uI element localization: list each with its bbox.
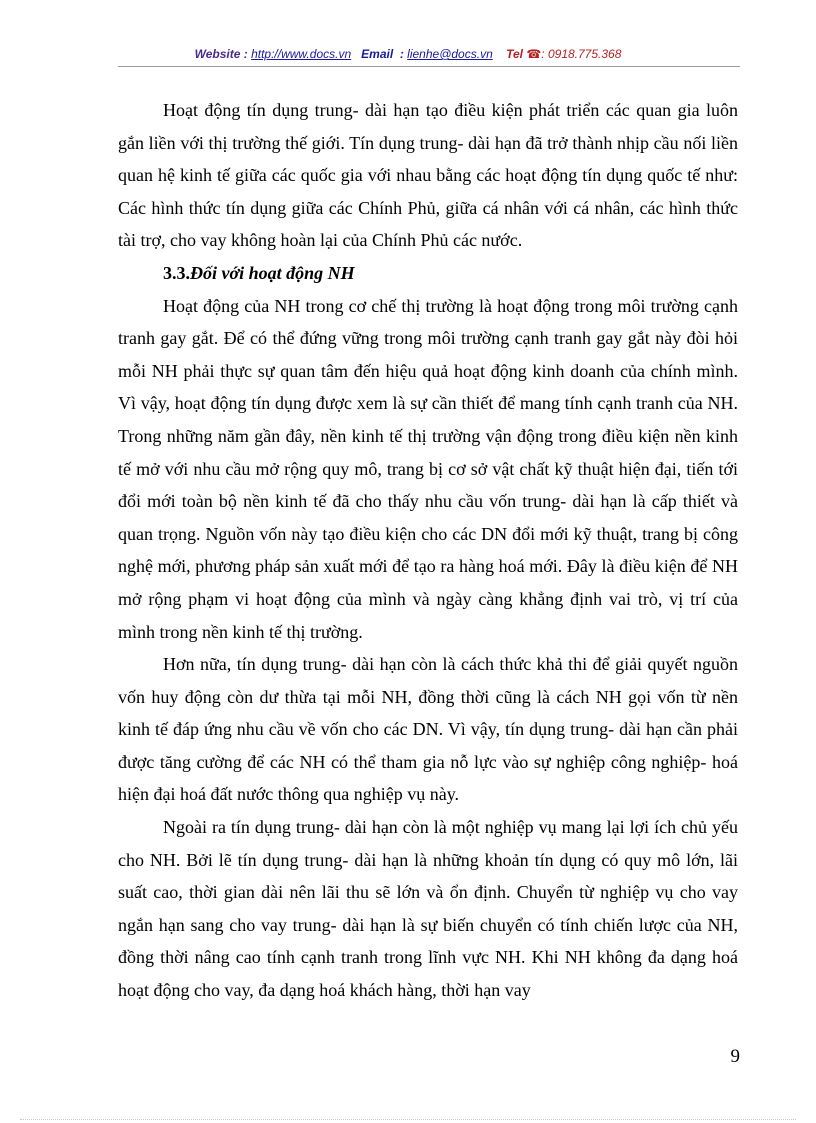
email-separator: :: [399, 47, 404, 61]
phone-icon: ☎: [526, 47, 542, 61]
paragraph-1: Hoạt động tín dụng trung- dài hạn tạo điều kiện phát triển các quan gia luôn gắn liền với thị trường thế giới. Tín dụng trung- dài hạn đã trở thành nhịp cầu nối liền quan hệ kinh tế giữa các quốc gia với nhau bằng các hoạt động tín dụng quốc tế như: Các hình thức tín dụng giữa các Chính Phủ, giữa cá nhân với cá nhân, các hình thức tài trợ, cho vay không hoàn lại của Chính Phủ các nước.: [118, 100, 738, 251]
website-label: Website :: [194, 47, 248, 61]
paragraph-4: Ngoài ra tín dụng trung- dài hạn còn là một nghiệp vụ mang lại lợi ích chủ yếu cho NH. Bởi lẽ tín dụng trung- dài hạn là những khoản tín dụng có quy mô lớn, lãi suất cao, thời gian dài nên lãi thu sẽ lớn và ổn định. Chuyển từ nghiệp vụ cho vay ngắn hạn sang cho vay trung- dài hạn là sự biến chuyển có tính chiến lược của NH, đồng thời nâng cao tính cạnh tranh trong lĩnh vực NH. Khi NH không đa dạng hoá hoạt động cho vay, đa dạng hoá khách hàng, thời hạn vay: [118, 817, 738, 1001]
website-link[interactable]: http://www.docs.vn: [251, 47, 352, 61]
paragraph-2: Hoạt động của NH trong cơ chế thị trường là hoạt động trong môi trường cạnh tranh gay gắt. Để có thể đứng vững trong môi trường cạnh tranh gay gắt này đòi hỏi mỗi NH phải thực sự quan tâm đến hiệu quả hoạt động kinh doanh của chính mình. Vì vậy, hoạt động tín dụng được xem là sự cần thiết để mang tính cạnh tranh của NH. Trong những năm gần đây, nền kinh tế thị trường vận động trong điều kiện nền kinh tế mở với nhu cầu mở rộng quy mô, trang bị cơ sở vật chất kỹ thuật hiện đại, tiến tới đổi mới toàn bộ nền kinh tế đã cho thấy nhu cầu vốn trung- dài hạn là cấp thiết và quan trọng. Nguồn vốn này tạo điều kiện cho các DN đổi mới kỹ thuật, trang bị công nghệ mới, phương pháp sản xuất mới để tạo ra hàng hoá mới. Đây là điều kiện để NH mở rộng phạm vi hoạt động của mình và ngày càng khẳng định vai trò, vị trí của mình trong nền kinh tế thị trường.: [118, 295, 738, 642]
page-number: 9: [730, 1046, 740, 1067]
header-divider: [118, 66, 740, 67]
page-header: [0, 47, 816, 61]
paragraph-3: Hơn nữa, tín dụng trung- dài hạn còn là cách thức khả thi để giải quyết nguồn vốn huy động còn dư thừa tại mỗi NH, đồng thời cũng là cách NH gọi vốn từ nền kinh tế đáp ứng nhu cầu về vốn cho các DN. Vì vậy, tín dụng trung- dài hạn cần phải được tăng cường để các NH có thể tham gia nỗ lực vào sự nghiệp công nghiệp- hoá hiện đại hoá đất nước thông qua nghiệp vụ này.: [118, 654, 738, 805]
tel-label: Tel: [506, 47, 523, 61]
section-number: 3.3.: [163, 262, 190, 283]
section-title: Đối với hoạt động NH: [190, 262, 355, 283]
phone-number: : 0918.775.368: [541, 47, 622, 61]
email-link[interactable]: lienhe@docs.vn: [407, 47, 493, 61]
email-label: Email: [361, 47, 394, 61]
document-body: [118, 94, 738, 1007]
section-heading: [118, 257, 738, 290]
footer-divider: [20, 1119, 796, 1120]
